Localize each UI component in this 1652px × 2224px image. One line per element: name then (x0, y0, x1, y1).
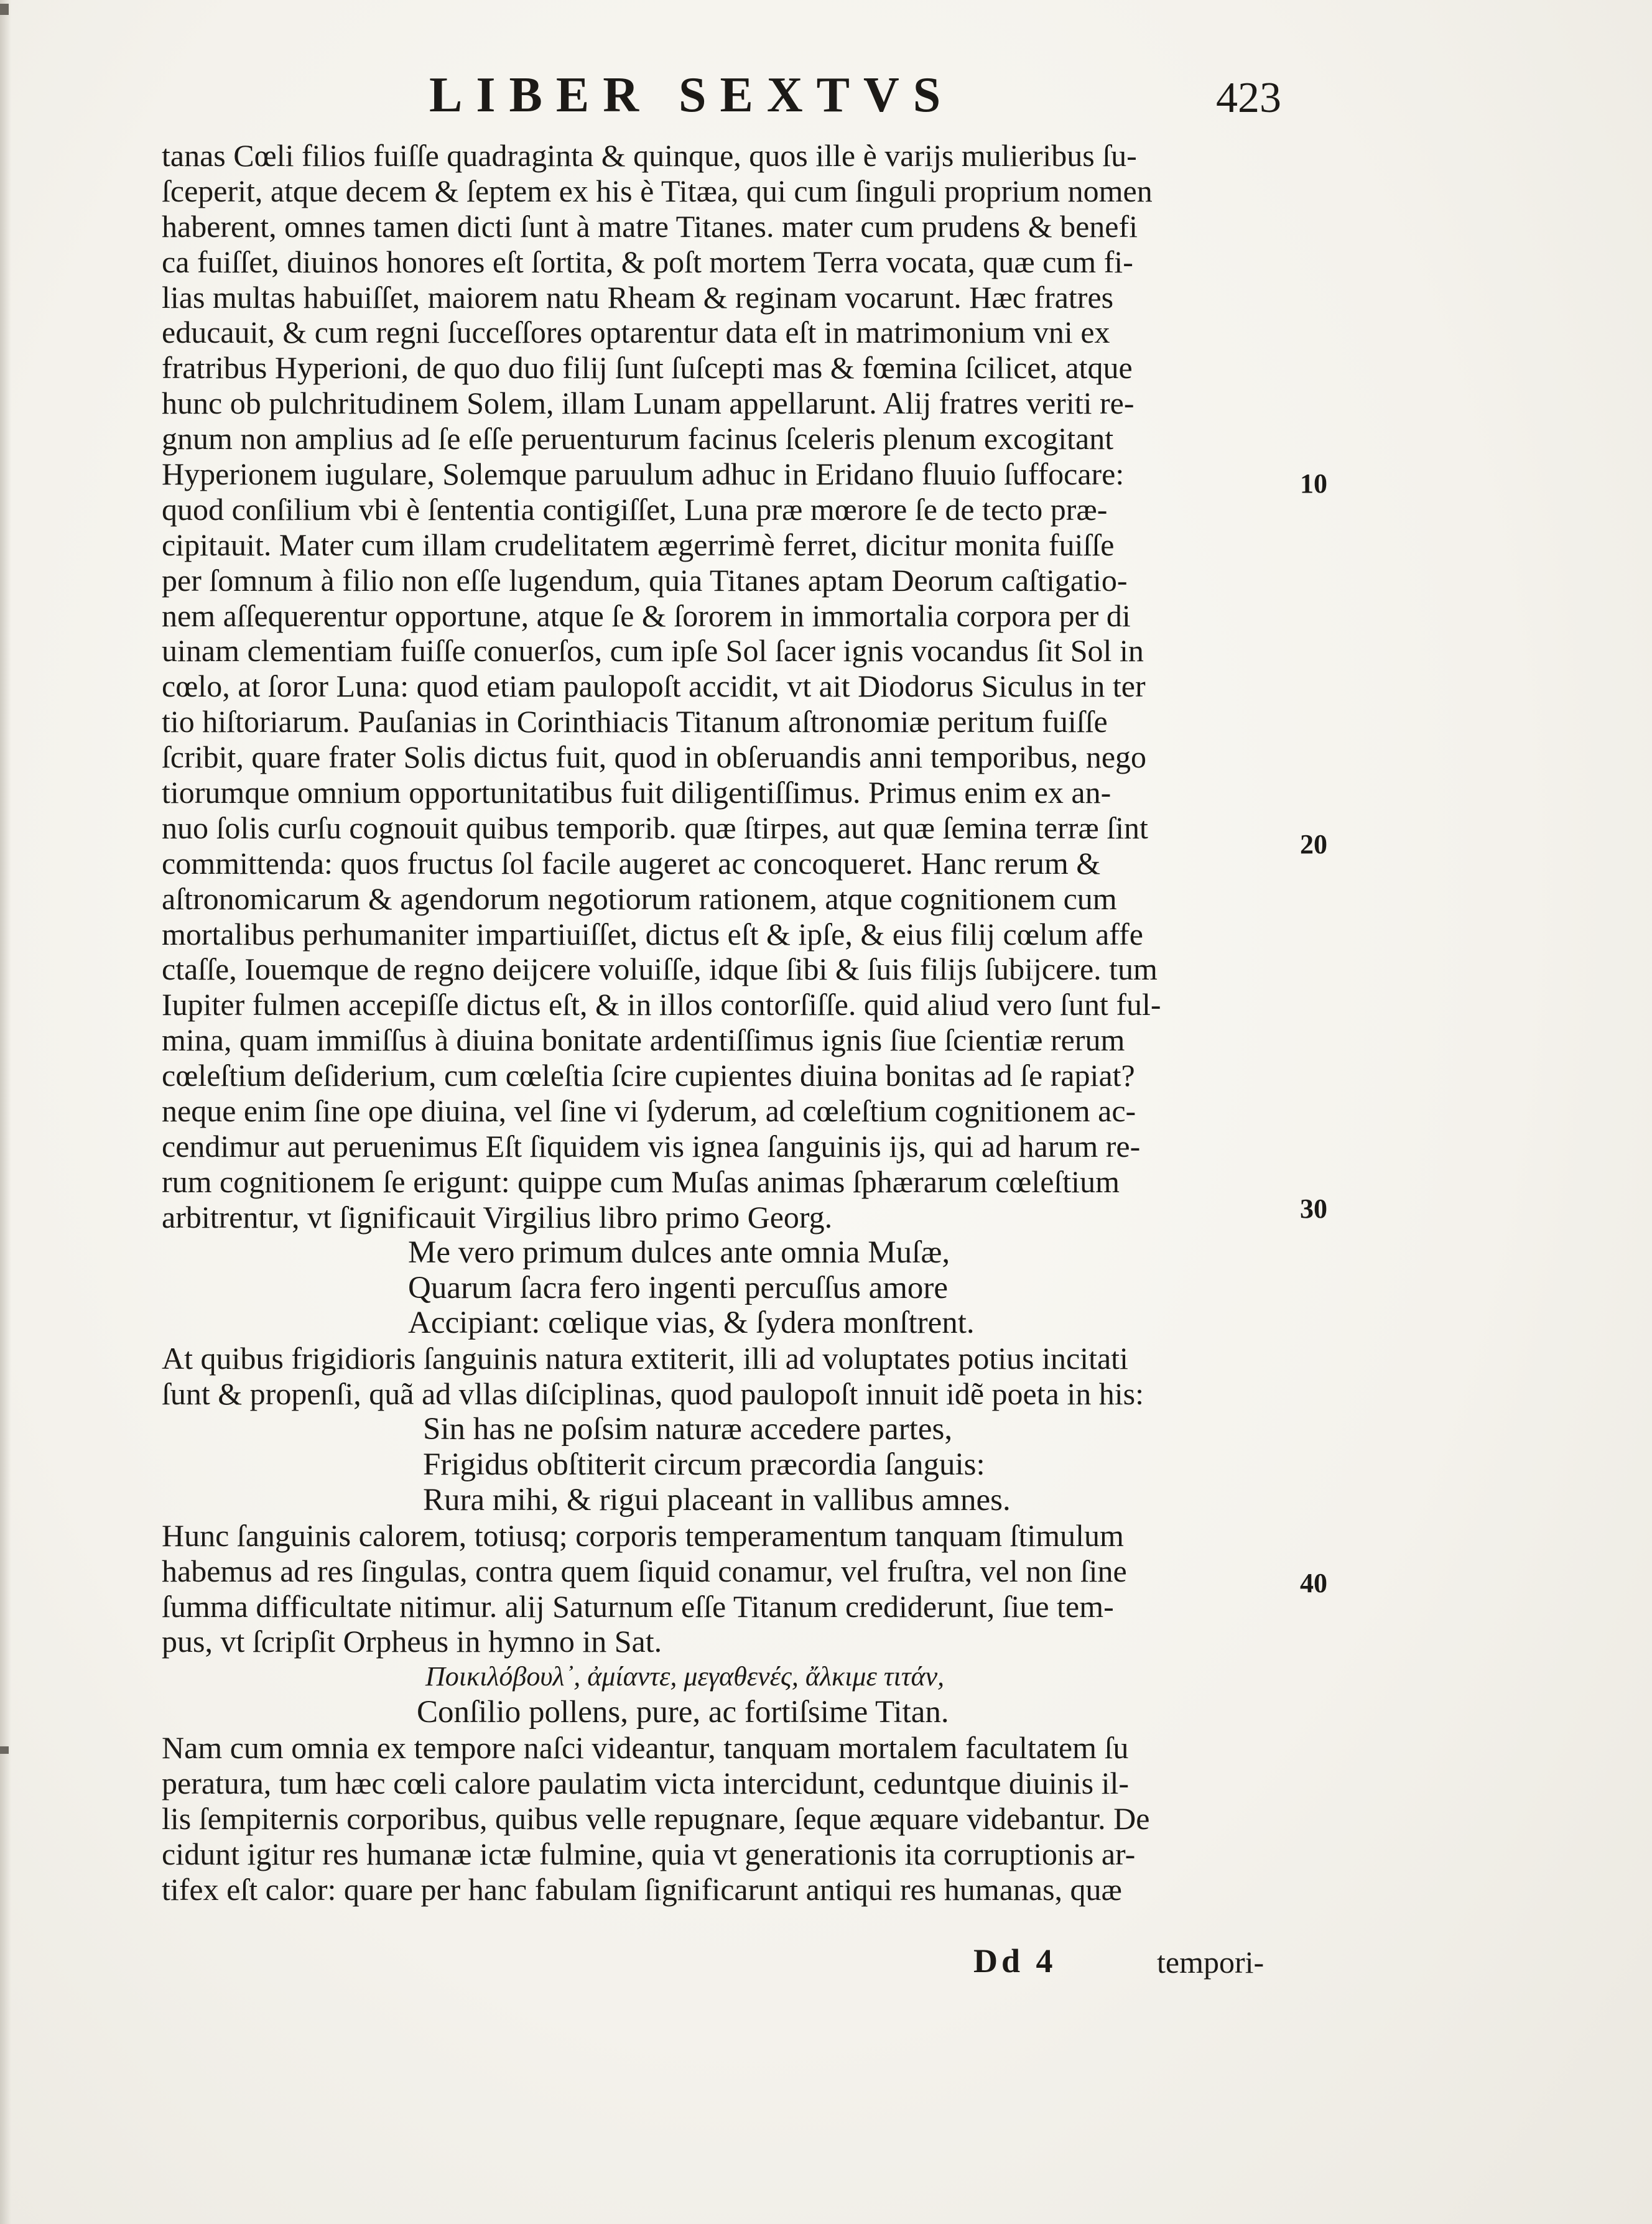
text-line: educauit, & cum regni ſucceſſores optarentur data eſt in matrimonium vni ex (162, 315, 1110, 350)
text-line: lis ſempiternis corporibus, quibus velle repugnare, ſeque æquare videbantur. De (162, 1800, 1150, 1836)
text-line: Iupiter fulmen accepiſſe dictus eſt, & in illos contorſiſſe. quid aliud vero ſunt ful- (162, 987, 1161, 1022)
text-line: committenda: quos fructus ſol facile augeret ac concoqueret. Hanc rerum & (162, 845, 1101, 881)
verse-line: Rura mihi, & rigui placeant in vallibus amnes. (423, 1482, 1011, 1517)
text-line: nem aſſequerentur opportune, atque ſe & ſororem in immortalia corpora per di (162, 598, 1131, 633)
text-line: lias multas habuiſſet, maiorem natu Rheam & reginam vocarunt. Hæc fratres (162, 279, 1114, 315)
page-number: 423 (1216, 74, 1281, 122)
page-edge-mark (0, 1746, 9, 1754)
text-line: tio hiſtoriarum. Pauſanias in Corinthiacis Titanum aſtronomiæ peritum fuiſſe (162, 704, 1108, 739)
text-line: ca fuiſſet, diuinos honores eſt ſortita, & poſt mortem Terra vocata, quæ cum fi- (162, 244, 1133, 279)
main-text (162, 138, 1331, 1907)
text-line: hunc ob pulchritudinem Solem, illam Lunam appellarunt. Alij fratres veriti re- (162, 386, 1135, 421)
text-line: cidunt igitur res humanæ ictæ fulmine, quia vt generationis ita corruptionis ar- (162, 1836, 1136, 1871)
verse-line: Me vero primum dulces ante omnia Muſæ, (408, 1235, 950, 1270)
text-line: cœlo, at ſoror Luna: quod etiam paulopoſt accidit, vt ait Diodorus Siculus in ter (162, 669, 1146, 704)
text-line: rum cognitionem ſe erigunt: quippe cum Muſas animas ſphærarum cœleſtium (162, 1164, 1120, 1199)
text-line: fratribus Hyperioni, de quo duo filij ſunt ſuſcepti mas & fœmina ſcilicet, atque (162, 350, 1133, 386)
text-line: quod conſilium vbi è ſententia contigiſſet, Luna præ mœrore ſe de tecto præ- (162, 491, 1108, 527)
text-line: cipitauit. Mater cum illam crudelitatem ægerrimè ferret, dicitur monita fuiſſe (162, 527, 1115, 562)
text-line: uinam clementiam fuiſſe conuerſos, cum ipſe Sol ſacer ignis vocandus ſit Sol in (162, 633, 1144, 669)
text-line: habemus ad res ſingulas, contra quem ſiquid conamur, vel fruſtra, vel non ſine (162, 1553, 1127, 1588)
catchword: tempori- (1157, 1945, 1265, 1980)
text-line: ſceperit, atque decem & ſeptem ex his è Titæa, qui cum ſinguli proprium nomen (162, 173, 1153, 208)
text-line: tanas Cœli filios fuiſſe quadraginta & quinque, quos ille è varijs mulieribus ſu- (162, 138, 1137, 173)
verse-line: Frigidus obſtiterit circum præcordia ſanguis: (423, 1447, 985, 1482)
text-line: Nam cum omnia ex tempore naſci videantur, tanquam mortalem facultatem ſu (162, 1730, 1129, 1766)
text-line: ſunt & propenſi, quã ad vllas diſciplinas, quod paulopoſt innuit idẽ poeta in his: (162, 1376, 1144, 1412)
text-line: cœleſtium deſiderium, cum cœleſtia ſcire cupientes diuina bonitas ad ſe rapiat? (162, 1058, 1135, 1093)
text-line: ſumma difficultate nitimur. alij Saturnum eſſe Titanum crediderunt, ſiue tem- (162, 1588, 1114, 1624)
margin-line-number: 30 (1300, 1193, 1327, 1224)
running-head: LIBER SEXTVS (429, 68, 955, 123)
text-line: neque enim ſine ope diuina, vel ſine vi ſyderum, ad cœleſtium cognitionem ac- (162, 1093, 1136, 1129)
verse-line: Accipiant: cœlique vias, & ſydera monſtrent. (408, 1305, 975, 1341)
text-line: per ſomnum à filio non eſſe lugendum, quia Titanes aptam Deorum caſtigatio- (162, 562, 1128, 598)
text-line: Hunc ſanguinis calorem, totiusq; corporis temperamentum tanquam ſtimulum (162, 1517, 1124, 1553)
verse-line: Quarum ſacra fero ingenti percuſſus amore (408, 1270, 949, 1305)
text-line: ctaſſe, Iouemque de regno deijcere voluiſſe, idque ſibi & ſuis filijs ſubijcere. tum (162, 952, 1158, 987)
verse-line: Conſilio pollens, pure, ac fortiſsime Titan. (417, 1695, 949, 1730)
page-edge-mark (0, 4, 9, 15)
text-line: At quibus frigidioris ſanguinis natura extiterit, illi ad voluptates potius incitati (162, 1341, 1128, 1376)
text-line: pus, vt ſcripſit Orpheus in hymno in Sat. (162, 1624, 662, 1659)
text-line: Hyperionem iugulare, Solemque paruulum adhuc in Eridano fluuio ſuffocare: (162, 456, 1125, 492)
margin-line-number: 10 (1300, 468, 1327, 499)
text-line: haberent, omnes tamen dicti ſunt à matre Titanes. mater cum prudens & benefi (162, 208, 1138, 244)
text-line: tifex eſt calor: quare per hanc fabulam ſignificarunt antiqui res humanas, quæ (162, 1871, 1122, 1907)
text-line: nuo ſolis curſu cognouit quibus temporib. quæ ſtirpes, aut quæ ſemina terræ ſint (162, 810, 1148, 845)
greek-verse-line: Ποικιλόβουλ᾽, ἀμίαντε, μεγαθενές, ἄλκιμε τιτάν, (425, 1661, 945, 1692)
text-line: peratura, tum hæc cœli calore paulatim victa intercidunt, ceduntque diuinis il- (162, 1765, 1130, 1800)
text-line: cendimur aut peruenimus Eſt ſiquidem vis ignea ſanguinis ijs, qui ad harum re- (162, 1128, 1141, 1164)
page-edge-shadow (0, 0, 11, 2224)
text-line: aſtronomicarum & agendorum negotiorum rationem, atque cognitionem cum (162, 881, 1117, 916)
text-line: arbitrentur, vt ſignificauit Virgilius libro primo Georg. (162, 1199, 833, 1235)
text-line: mortalibus perhumaniter impartiuiſſet, dictus eſt & ipſe, & eius filij cœlum affe (162, 916, 1143, 952)
margin-line-number: 20 (1300, 829, 1327, 859)
verse-line: Sin has ne poſsim naturæ accedere partes, (423, 1412, 953, 1447)
signature-mark: Dd 4 (973, 1942, 1057, 1980)
text-line: mina, quam immiſſus à diuina bonitate ardentiſſimus ignis ſiue ſcientiæ rerum (162, 1022, 1125, 1058)
text-line: tiorumque omnium opportunitatibus fuit diligentiſſimus. Primus enim ex an- (162, 775, 1111, 810)
text-line: ſcribit, quare frater Solis dictus fuit, quod in obſeruandis anni temporibus, nego (162, 739, 1147, 775)
margin-line-number: 40 (1300, 1568, 1327, 1598)
text-line: gnum non amplius ad ſe eſſe peruenturum facinus ſceleris plenum excogitant (162, 421, 1114, 456)
